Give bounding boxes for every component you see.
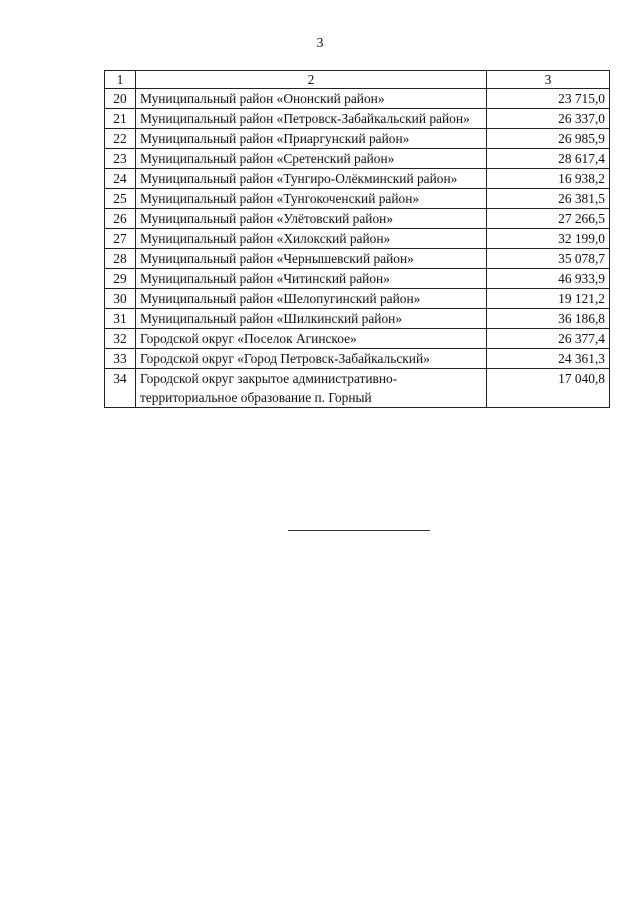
- row-name: Муниципальный район «Ононский район»: [136, 89, 487, 109]
- table-row: [105, 129, 610, 149]
- row-value: 28 617,4: [487, 149, 610, 169]
- row-value: 27 266,5: [487, 209, 610, 229]
- row-value: 26 381,5: [487, 189, 610, 209]
- table-row: [105, 269, 610, 289]
- table-row: [105, 289, 610, 309]
- row-name: Городской округ «Поселок Агинское»: [136, 329, 487, 349]
- row-number: 31: [105, 309, 136, 329]
- row-value: 17 040,8: [487, 369, 610, 408]
- row-number: 23: [105, 149, 136, 169]
- row-number: 22: [105, 129, 136, 149]
- row-number: 28: [105, 249, 136, 269]
- row-value: 46 933,9: [487, 269, 610, 289]
- row-number: 26: [105, 209, 136, 229]
- row-value: 36 186,8: [487, 309, 610, 329]
- row-value: 16 938,2: [487, 169, 610, 189]
- row-value: 32 199,0: [487, 229, 610, 249]
- row-number: 21: [105, 109, 136, 129]
- row-number: 34: [105, 369, 136, 408]
- table-row: [105, 329, 610, 349]
- row-number: 33: [105, 349, 136, 369]
- column-header-name: 2: [136, 71, 487, 89]
- row-number: 27: [105, 229, 136, 249]
- row-name: Муниципальный район «Шилкинский район»: [136, 309, 487, 329]
- table-row: [105, 349, 610, 369]
- separator-line: [288, 530, 430, 531]
- row-name: Муниципальный район «Чернышевский район»: [136, 249, 487, 269]
- row-name: Муниципальный район «Хилокский район»: [136, 229, 487, 249]
- table-row: [105, 309, 610, 329]
- row-name: Муниципальный район «Приаргунский район»: [136, 129, 487, 149]
- data-table: [104, 70, 610, 408]
- row-number: 30: [105, 289, 136, 309]
- row-number: 20: [105, 89, 136, 109]
- row-number: 24: [105, 169, 136, 189]
- row-name: Городской округ «Город Петровск-Забайкальский»: [136, 349, 487, 369]
- table-row: [105, 249, 610, 269]
- row-name: Муниципальный район «Петровск-Забайкальский район»: [136, 109, 487, 129]
- row-number: 25: [105, 189, 136, 209]
- table-row: [105, 109, 610, 129]
- row-name: Муниципальный район «Шелопугинский район»: [136, 289, 487, 309]
- row-value: 26 985,9: [487, 129, 610, 149]
- table-row: [105, 189, 610, 209]
- row-name: Муниципальный район «Сретенский район»: [136, 149, 487, 169]
- table-row: [105, 209, 610, 229]
- row-name: Муниципальный район «Читинский район»: [136, 269, 487, 289]
- row-value: 26 377,4: [487, 329, 610, 349]
- table-row: [105, 369, 610, 408]
- column-header-value: 3: [487, 71, 610, 89]
- row-value: 26 337,0: [487, 109, 610, 129]
- row-value: 23 715,0: [487, 89, 610, 109]
- row-number: 32: [105, 329, 136, 349]
- table-row: [105, 169, 610, 189]
- table-row: [105, 89, 610, 109]
- row-value: 19 121,2: [487, 289, 610, 309]
- row-value: 24 361,3: [487, 349, 610, 369]
- table-row: [105, 149, 610, 169]
- page-number: 3: [316, 36, 324, 51]
- column-header-number: 1: [105, 71, 136, 89]
- row-value: 35 078,7: [487, 249, 610, 269]
- row-name: Муниципальный район «Тунгокоченский район»: [136, 189, 487, 209]
- row-name: Муниципальный район «Улётовский район»: [136, 209, 487, 229]
- table-header-row: [105, 71, 610, 89]
- row-name: Городской округ закрытое административно-территориальное образование п. Горный: [136, 369, 487, 408]
- table-row: [105, 229, 610, 249]
- row-name: Муниципальный район «Тунгиро-Олёкминский район»: [136, 169, 487, 189]
- row-number: 29: [105, 269, 136, 289]
